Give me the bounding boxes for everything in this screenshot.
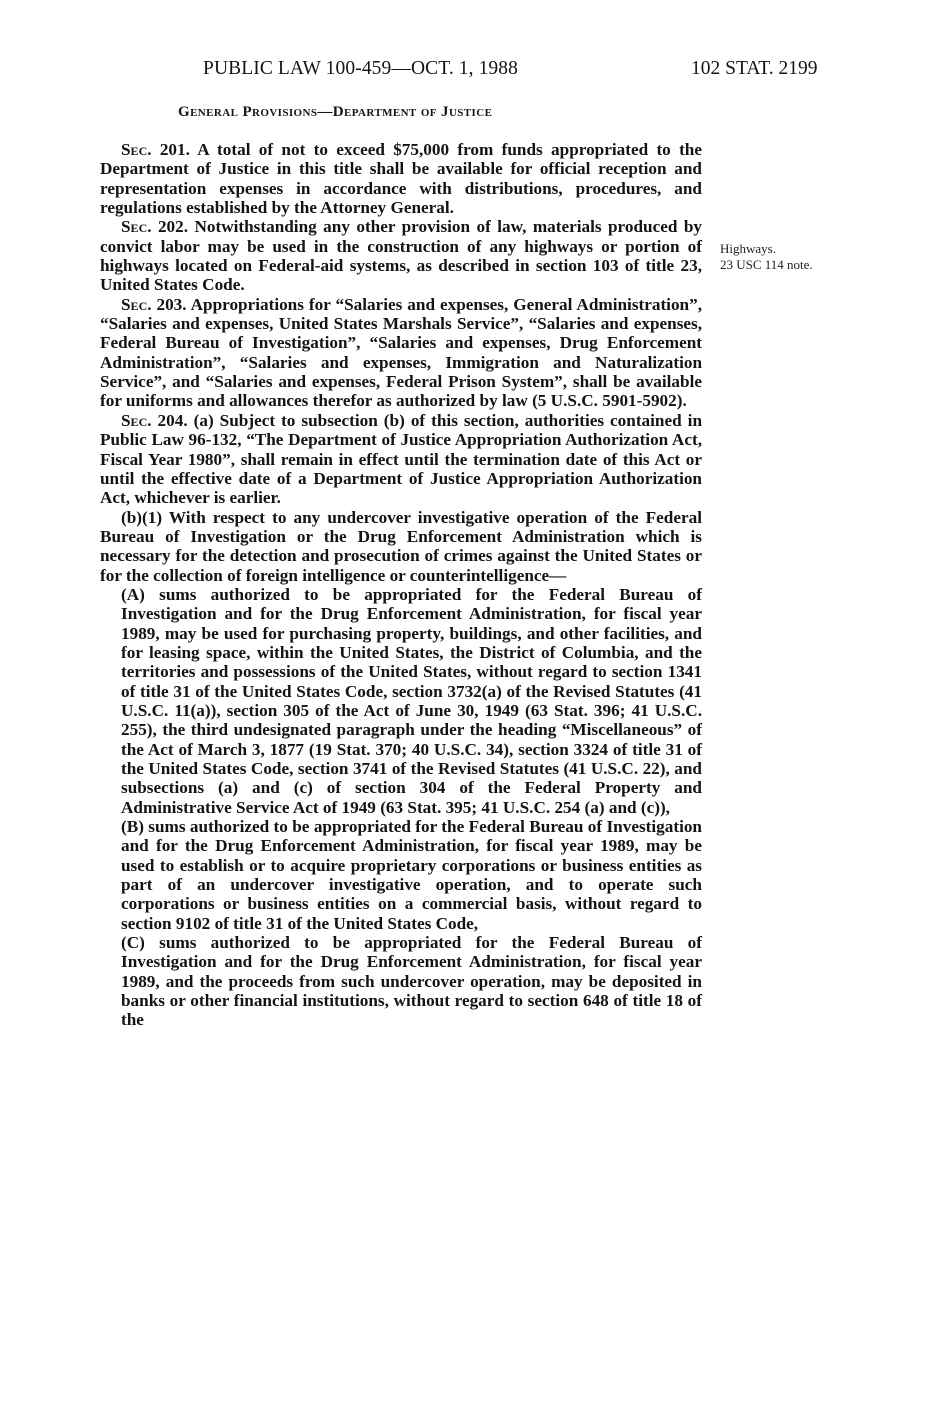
section-204 [100, 411, 702, 508]
section-202 [100, 217, 702, 294]
public-law-title: PUBLIC LAW 100-459—OCT. 1, 1988 [203, 58, 518, 79]
margin-note-topic: Highways. [720, 241, 776, 256]
body-text [100, 140, 702, 1030]
subsection-b1: (b)(1) With respect to any undercover investigative operation of the Federal Bureau of Investigation or the Drug Enforcement Administration which is necessary for the detection and prosecution of crimes against the United States or for the collection of foreign intelligence or counterintelligence— [100, 507, 702, 585]
section-label: Sec. 202. [121, 217, 189, 237]
section-text: (a) Subject to subsection (b) of this section, authorities contained in Public Law 96-132, “The Department of Justice Appropriation Authorization Act, Fiscal Year 1980”, shall remain in effect until the termination date of this Act or until the effective date of a Department of Justice Appropriation Authorization Act, whichever is earlier. [100, 410, 703, 508]
section-label: Sec. 203. [121, 294, 187, 314]
clause-c: (C) sums authorized to be appropriated for the Federal Bureau of Investigation and for the Drug Enforcement Administration, for fiscal year 1989, and the proceeds from such undercover operation, may be deposited in banks or other financial institutions, without regard to section 648 of title 18 of the [121, 933, 702, 1030]
section-heading: General Provisions—Department of Justice [178, 104, 493, 120]
section-text: A total of not to exceed $75,000 from funds appropriated to the Department of Justice in this title shall be available for official reception and representation expenses in accordance with distributions, procedures, and regulations established by the Attorney General. [100, 140, 702, 218]
stat-page-number: 102 STAT. 2199 [691, 58, 818, 79]
clause-a: (A) sums authorized to be appropriated for the Federal Bureau of Investigation and for the Drug Enforcement Administration, for fiscal year 1989, may be used for purchasing property, buildings, and other facilities, and for leasing space, within the United States, the District of Columbia, and the territories and possessions of the United States, without regard to section 1341 of title 31 of the United States Code, section 3732(a) of the Revised Statutes (41 U.S.C. 11(a)), section 305 of the Act of June 30, 1949 (63 Stat. 396; 41 U.S.C. 255), the third undesignated paragraph under the heading “Miscellaneous” of the Act of March 3, 1877 (19 Stat. 370; 40 U.S.C. 34), section 3324 of title 31 of the United States Code, section 3741 of the Revised Statutes (41 U.S.C. 22), and subsections (a) and (c) of section 304 of the Federal Property and Administrative Service Act of 1949 (63 Stat. 395; 41 U.S.C. 254 (a) and (c)), [121, 584, 702, 817]
margin-note-citation: 23 USC 114 note. [720, 257, 813, 272]
section-label: Sec. 201. [121, 140, 190, 159]
page-header [0, 58, 945, 86]
clause-b: (B) sums authorized to be appropriated for the Federal Bureau of Investigation and for the Drug Enforcement Administration, for fiscal year 1989, may be used to establish or to acquire proprietary corporations or business entities as part of an undercover investigative operation, and to operate such corporations or business entities on a commercial basis, without regard to section 9102 of title 31 of the United States Code, [121, 817, 702, 933]
section-203 [100, 295, 702, 411]
margin-note [720, 241, 813, 273]
section-201 [100, 140, 702, 217]
section-text: Notwithstanding any other provision of law, materials produced by convict labor may be used in the construction of any highways or portion of highways located on Federal-aid systems, as described in section 103 of title 23, United States Code. [100, 217, 702, 295]
section-text: Appropriations for “Salaries and expenses, General Administration”, “Salaries and expenses, United States Marshals Service”, “Salaries and expenses, Federal Bureau of Investigation”, “Salaries and expenses, Drug Enforcement Administration”, “Salaries and expenses, Immigration and Naturalization Service”, and “Salaries and expenses, Federal Prison System”, shall be available for uniforms and allowances therefor as authorized by law (5 U.S.C. 5901-5902). [100, 294, 702, 411]
section-label: Sec. 204. [121, 410, 188, 430]
